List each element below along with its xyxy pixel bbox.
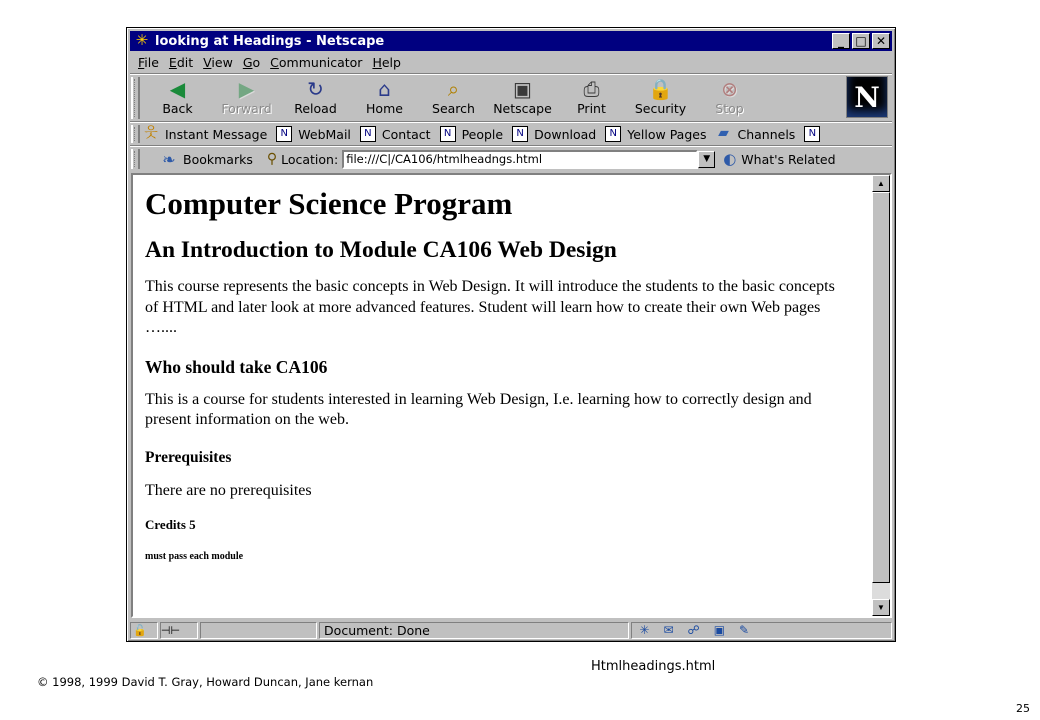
location-toolbar-grip[interactable] [131,149,140,169]
location-toolbar [143,148,892,170]
plug-icon: ⊣⊢ [160,623,181,637]
page-content [133,175,872,616]
component-bar [631,622,892,639]
lock-icon: 🔓 [133,623,147,637]
bookmark-page-icon: N [512,126,528,142]
progress-bar [200,622,317,639]
menu-communicator[interactable]: Communicator [270,54,363,70]
nav-button-label: Reload [294,101,337,116]
menu-view[interactable]: View [203,54,233,70]
download-button[interactable] [512,126,596,142]
page-heading-3: Who should take CA106 [145,356,328,377]
toolbar-divider [130,121,892,123]
personal-toolbar-grip[interactable] [131,125,140,143]
bookmark-page-icon: N [276,126,292,142]
netscape-brand-logo[interactable]: N [846,76,888,118]
slide-filename: Htmlheadings.html [591,659,716,674]
contact-button[interactable] [360,126,431,142]
search-icon: ⌕ [447,77,460,101]
navigation-toolbar-grip[interactable] [131,77,140,119]
arrow-down-icon: ▼ [877,603,885,612]
menu-bar [130,52,892,72]
channels-button[interactable] [715,126,795,142]
status-bar [130,621,892,639]
security-button[interactable] [626,76,695,120]
slide-page-number: 25 [1016,702,1030,715]
page-heading-4: Prerequisites [145,448,232,466]
personal-item-label: Channels [737,126,796,142]
nav-button-label: Print [577,101,606,116]
prerequisites-paragraph: There are no prerequisites [145,481,312,499]
title-bar[interactable] [130,31,892,51]
personal-item-label: Instant Message [165,126,268,142]
mailbox-icon[interactable]: ✉ [663,623,674,637]
navigator-icon[interactable]: ✳ [639,623,650,637]
personal-item-label: Yellow Pages [627,126,707,142]
people-button[interactable] [440,126,504,142]
nav-button-label: Stop [715,101,744,116]
page-heading-1: Computer Science Program [145,186,513,221]
location-label: Location: [281,151,339,167]
slide-copyright: © 1998, 1999 David T. Gray, Howard Duncan, Jane kernan [37,675,374,689]
bookmark-page-icon: N [360,126,376,142]
personal-item-label: WebMail [298,126,351,142]
composer-icon[interactable]: ✎ [739,623,750,637]
security-status[interactable] [130,622,158,639]
toolbar-divider [130,145,892,147]
bookmark-page-icon[interactable]: N [804,126,820,142]
bookmarks-icon[interactable]: ❧ [162,149,176,169]
bookmark-page-icon: N [440,126,456,142]
close-button[interactable]: ✕ [872,33,890,49]
url-dropdown-button[interactable] [698,151,715,168]
personal-toolbar [143,124,892,144]
bookmarks-button[interactable]: Bookmarks [183,151,253,167]
menu-edit[interactable]: Edit [168,54,194,70]
intro-paragraph: This course represents the basic concepts in Web Design. It will introduce the students to the basic concepts of HTML and later look at more advanced features. Student will learn how to create their own Web pages ….... [145,278,835,336]
scroll-up-button[interactable] [872,175,890,192]
instant-message-icon: 웃 [144,125,158,141]
menu-file[interactable]: File [138,54,159,70]
navigation-toolbar [143,76,892,120]
scroll-thumb[interactable] [872,192,890,583]
scroll-down-button[interactable] [872,599,890,616]
window-title: looking at Headings - Netscape [155,33,385,49]
discussions-icon[interactable]: ☍ [687,623,700,637]
home-button[interactable] [350,76,419,120]
webmail-button[interactable] [276,126,351,142]
nav-button-label: Netscape [493,101,552,116]
arrow-up-icon: ▲ [877,179,885,188]
nav-button-label: Security [634,101,687,116]
back-button[interactable] [143,76,212,120]
yellow-pages-button[interactable] [605,126,706,142]
toolbar-divider [130,73,892,75]
nav-button-label: Search [432,101,475,116]
whats-related-icon: ◐ [723,150,737,168]
status-text: Document: Done [319,622,629,639]
vertical-scrollbar[interactable] [872,175,890,616]
netscape-logo-icon: ✳ [135,32,149,49]
browser-window [126,27,896,642]
bookmark-page-icon: N [605,126,621,142]
personal-item-label: Download [534,126,597,142]
personal-item-label: Contact [381,126,431,142]
page-heading-5: Credits 5 [145,517,196,532]
forward-button[interactable] [212,76,281,120]
whats-related-button[interactable] [723,150,835,168]
stop-button[interactable] [695,76,764,120]
menu-go[interactable]: Go [242,54,261,70]
connection-status [160,622,198,639]
back-arrow-icon: ◀ [169,77,186,101]
instant-message-button[interactable] [143,126,267,142]
nav-button-label: Back [162,101,193,116]
minimize-button[interactable]: _ [832,33,850,49]
lock-icon: 🔒 [648,77,673,101]
audience-paragraph: This is a course for students interested in learning Web Design, I.e. learning how to correctly design and present information on the web. [145,390,812,428]
nav-button-label: Forward [221,101,272,116]
reload-button[interactable] [281,76,350,120]
search-button[interactable] [419,76,488,120]
location-icon[interactable]: ⚲ [266,151,278,167]
whats-related-label: What's Related [741,151,836,167]
home-icon: ⌂ [378,77,391,101]
forward-arrow-icon: ▶ [238,77,255,101]
page-viewport [131,173,892,618]
my-netscape-icon: ▣ [513,77,532,101]
chevron-down-icon: ▼ [703,154,711,164]
print-button[interactable] [557,76,626,120]
nav-button-label: Home [366,101,403,116]
menu-help[interactable]: Help [372,54,401,70]
address-book-icon[interactable]: ▣ [713,623,726,637]
netscape-button[interactable] [488,76,557,120]
stop-icon: ⊗ [721,77,738,101]
page-heading-2: An Introduction to Module CA106 Web Design [145,237,617,263]
reload-icon: ↻ [307,77,324,101]
personal-item-label: People [461,126,504,142]
maximize-button[interactable]: □ [852,33,870,49]
print-icon: ⎙ [583,77,600,101]
page-heading-6: must pass each module [145,551,244,562]
channels-folder-icon: ▰ [718,125,729,141]
url-input[interactable]: file:///C|/CA106/htmlheadngs.html [342,150,698,169]
